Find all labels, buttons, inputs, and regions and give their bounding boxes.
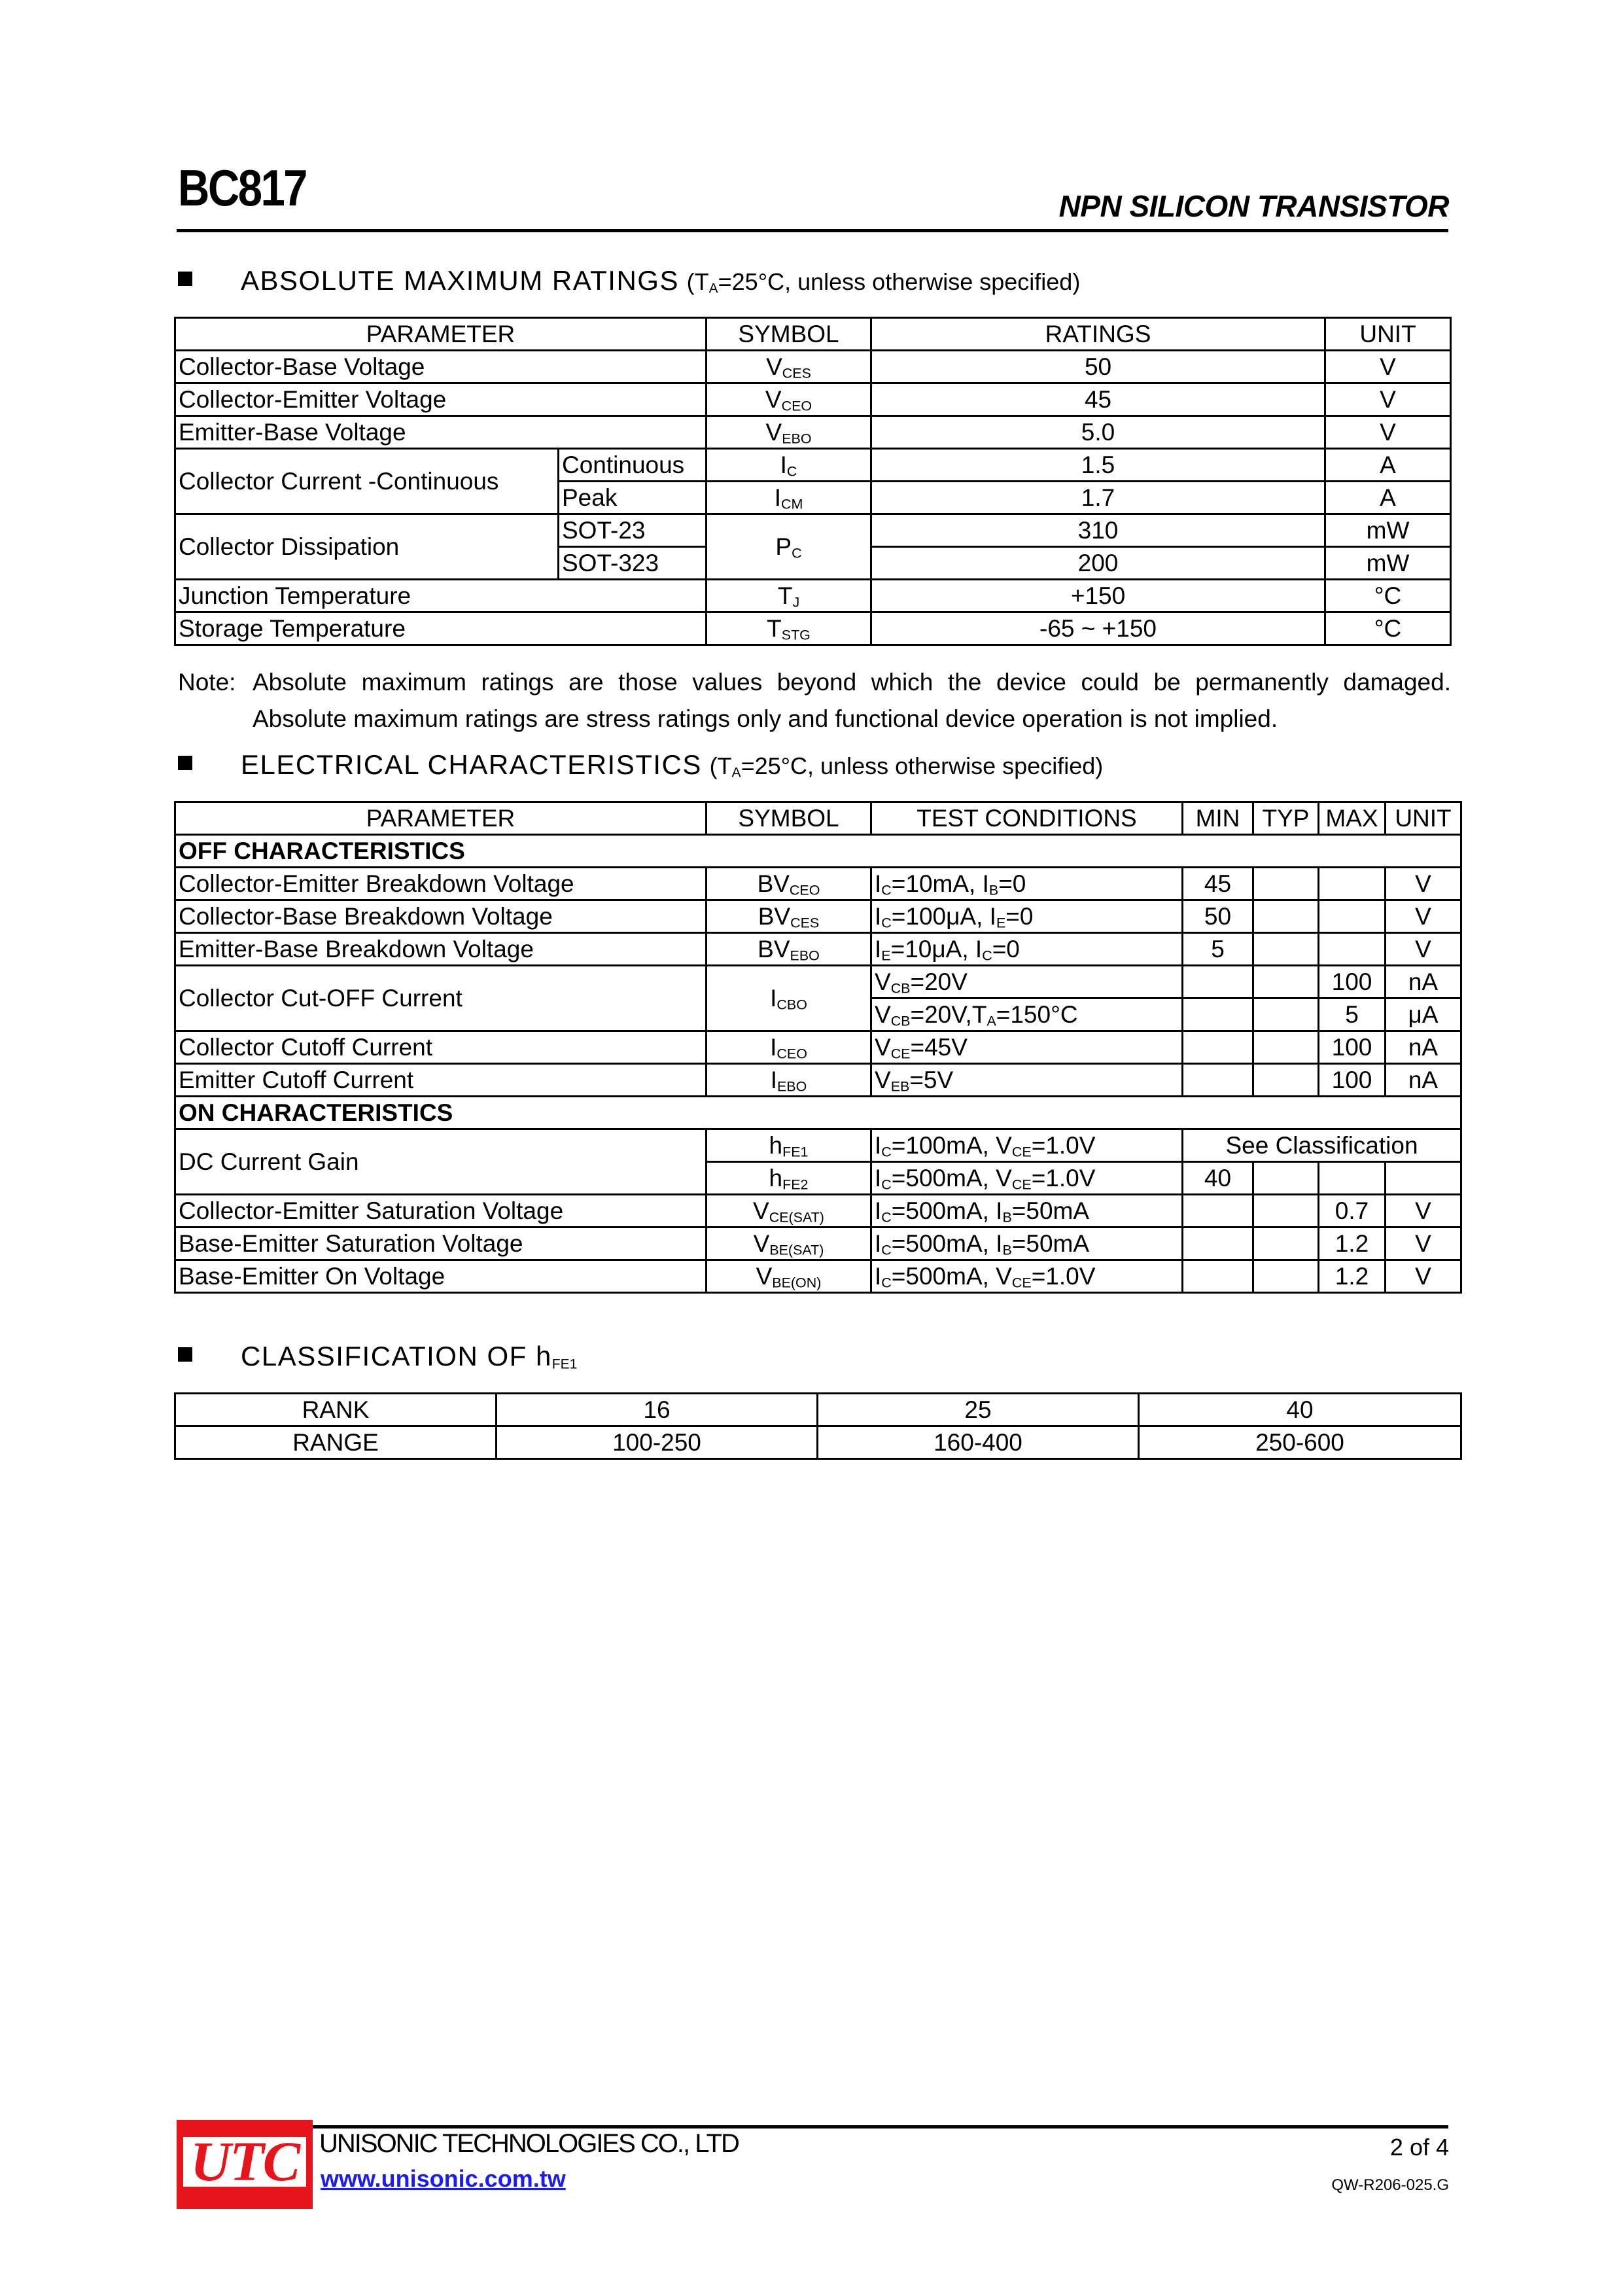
col-header-unit: UNIT (1386, 802, 1461, 835)
min-cell: 5 (1183, 933, 1253, 966)
table-row (175, 1129, 1461, 1162)
unit-cell: V (1386, 1227, 1461, 1260)
param-cell: Collector-Base Breakdown Voltage (175, 900, 707, 933)
unit-cell: nA (1386, 1064, 1461, 1097)
abs-max-title: ABSOLUTE MAXIMUM RATINGS (241, 265, 679, 296)
param-cell: Emitter Cutoff Current (175, 1064, 707, 1097)
symbol-cell: $V_{BE(ON)}$ (707, 1260, 871, 1293)
rating-cell: +150 (871, 580, 1325, 612)
classification-table (174, 1392, 1462, 1460)
symbol-cell: $V_{CEO}$ (707, 383, 871, 416)
param-cell: Collector Cut-OFF Current (175, 966, 707, 1031)
symbol-cell: $BV_{EBO}$ (707, 933, 871, 966)
test-condition-cell: $I_C=500mA$, $I_B=50mA$ (871, 1227, 1183, 1260)
test-condition-cell: $I_C=500mA$, $I_B=50mA$ (871, 1195, 1183, 1227)
unit-cell: V (1386, 1260, 1461, 1293)
symbol-cell: $I_{CM}$ (707, 482, 871, 514)
test-condition-cell: $V_{CB}=20V$ (871, 966, 1183, 998)
table-row (175, 1064, 1461, 1097)
table-row (175, 1260, 1461, 1293)
test-condition-cell: $V_{CB}=20V,T_A=150^\circ C$ (871, 998, 1183, 1031)
col-header-max: MAX (1319, 802, 1386, 835)
col-header-parameter: PARAMETER (175, 318, 707, 351)
unit-cell: mW (1325, 514, 1451, 547)
table-row (175, 351, 1451, 383)
max-cell: 0.7 (1319, 1195, 1386, 1227)
range-cell: 160-400 (818, 1426, 1139, 1459)
unit-cell (1386, 1162, 1461, 1195)
min-cell (1183, 1260, 1253, 1293)
table-row (175, 868, 1461, 900)
typ-cell (1253, 1064, 1319, 1097)
table-header-row (175, 802, 1461, 835)
max-cell: 100 (1319, 966, 1386, 998)
min-cell: 45 (1183, 868, 1253, 900)
symbol-cell: $h_{FE2}$ (707, 1162, 871, 1195)
section-row (175, 835, 1461, 868)
max-cell (1319, 1162, 1386, 1195)
col-header-typ: TYP (1253, 802, 1319, 835)
param-cell: Collector-Emitter Breakdown Voltage (175, 868, 707, 900)
unit-cell: nA (1386, 966, 1461, 998)
rating-cell: 1.5 (871, 449, 1325, 482)
table-row (175, 1031, 1461, 1064)
param-cell: Storage Temperature (175, 612, 707, 645)
footer-divider (177, 2125, 1448, 2128)
sub-param-cell: Continuous (559, 449, 707, 482)
bullet-square-icon (178, 756, 192, 770)
unit-cell: V (1386, 1195, 1461, 1227)
bullet-square-icon (178, 1347, 192, 1362)
col-header-unit: UNIT (1325, 318, 1451, 351)
min-cell (1183, 1031, 1253, 1064)
abs-max-condition: ($T_A=25^\circ C$, unless otherwise specified) (686, 268, 1081, 296)
logo-text: UTC (190, 2130, 299, 2193)
sub-param-cell: SOT-23 (559, 514, 707, 547)
company-name: UNISONIC TECHNOLOGIES CO., LTD (319, 2129, 739, 2158)
test-condition-cell: $I_C=500mA$, $V_{CE}=1.0V$ (871, 1162, 1183, 1195)
symbol-cell: $V_{EBO}$ (707, 416, 871, 449)
rating-cell: 1.7 (871, 482, 1325, 514)
unit-cell: μA (1386, 998, 1461, 1031)
table-row (175, 1195, 1461, 1227)
rating-cell: 310 (871, 514, 1325, 547)
table-row (175, 514, 1451, 547)
rating-cell: 200 (871, 547, 1325, 580)
symbol-cell: $I_C$ (707, 449, 871, 482)
param-cell: Collector Cutoff Current (175, 1031, 707, 1064)
min-cell (1183, 1064, 1253, 1097)
document-subtitle: NPN SILICON TRANSISTOR (1058, 189, 1449, 223)
table-row (175, 416, 1451, 449)
rating-cell: 50 (871, 351, 1325, 383)
typ-cell (1253, 1227, 1319, 1260)
min-cell (1183, 1195, 1253, 1227)
min-cell (1183, 998, 1253, 1031)
section-row (175, 1097, 1461, 1129)
rank-cell: 40 (1139, 1394, 1461, 1426)
test-condition-cell: $V_{CE}=45V$ (871, 1031, 1183, 1064)
symbol-cell: $I_{EBO}$ (707, 1064, 871, 1097)
param-cell: Emitter-Base Voltage (175, 416, 707, 449)
classification-heading (178, 1343, 577, 1370)
range-cell: 250-600 (1139, 1426, 1461, 1459)
symbol-cell: $P_C$ (707, 514, 871, 580)
test-condition-cell: $I_C=500mA$, $V_{CE}=1.0V$ (871, 1260, 1183, 1293)
elec-condition: ($T_A=25^\circ C$, unless otherwise specified) (709, 752, 1104, 781)
max-cell: 100 (1319, 1064, 1386, 1097)
symbol-cell: $h_{FE1}$ (707, 1129, 871, 1162)
col-header-symbol: SYMBOL (707, 802, 871, 835)
max-cell: 5 (1319, 998, 1386, 1031)
see-classification-cell: See Classification (1183, 1129, 1461, 1162)
col-header-min: MIN (1183, 802, 1253, 835)
table-row (175, 580, 1451, 612)
typ-cell (1253, 868, 1319, 900)
page-number: 2 of 4 (1389, 2134, 1449, 2161)
table-row (175, 933, 1461, 966)
symbol-cell: $T_J$ (707, 580, 871, 612)
param-cell: Junction Temperature (175, 580, 707, 612)
test-condition-cell: $I_C=10mA$, $I_B=0$ (871, 868, 1183, 900)
range-cell: 100-250 (497, 1426, 818, 1459)
test-condition-cell: $V_{EB}=5V$ (871, 1064, 1183, 1097)
note-line-1: Absolute maximum ratings are those values beyond which the device could be permanently damaged. (253, 669, 1451, 696)
symbol-cell: $BV_{CES}$ (707, 900, 871, 933)
typ-cell (1253, 900, 1319, 933)
typ-cell (1253, 1260, 1319, 1293)
rating-cell: 45 (871, 383, 1325, 416)
table-header-row (175, 318, 1451, 351)
classification-title-subscript: FE1 (551, 1356, 578, 1372)
symbol-cell: $I_{CEO}$ (707, 1031, 871, 1064)
unit-cell: A (1325, 449, 1451, 482)
min-cell: 40 (1183, 1162, 1253, 1195)
col-header-symbol: SYMBOL (707, 318, 871, 351)
param-cell: Emitter-Base Breakdown Voltage (175, 933, 707, 966)
max-cell (1319, 900, 1386, 933)
col-header-test-conditions: TEST CONDITIONS (871, 802, 1183, 835)
symbol-cell: $BV_{CEO}$ (707, 868, 871, 900)
symbol-cell: $I_{CBO}$ (707, 966, 871, 1031)
table-row (175, 1426, 1461, 1459)
typ-cell (1253, 933, 1319, 966)
abs-max-table (174, 317, 1452, 646)
abs-max-heading (178, 267, 1080, 294)
elec-heading (178, 751, 1103, 779)
table-row (175, 449, 1451, 482)
unit-cell: nA (1386, 1031, 1461, 1064)
unit-cell: V (1325, 383, 1451, 416)
rating-cell: 5.0 (871, 416, 1325, 449)
max-cell (1319, 933, 1386, 966)
utc-logo (177, 2120, 313, 2209)
part-number: BC817 (178, 159, 306, 217)
symbol-cell: $V_{CES}$ (707, 351, 871, 383)
param-cell: DC Current Gain (175, 1129, 707, 1195)
max-cell (1319, 868, 1386, 900)
table-row (175, 383, 1451, 416)
typ-cell (1253, 1162, 1319, 1195)
unit-cell: V (1386, 933, 1461, 966)
table-row (175, 612, 1451, 645)
unit-cell: mW (1325, 547, 1451, 580)
unit-cell: V (1386, 900, 1461, 933)
rank-cell: 25 (818, 1394, 1139, 1426)
symbol-cell: $V_{BE(SAT)}$ (707, 1227, 871, 1260)
rating-cell: -65 ~ +150 (871, 612, 1325, 645)
typ-cell (1253, 1195, 1319, 1227)
unit-cell: °C (1325, 612, 1451, 645)
off-characteristics-title: OFF CHARACTERISTICS (175, 835, 1461, 868)
param-cell: Base-Emitter On Voltage (175, 1260, 707, 1293)
typ-cell (1253, 1031, 1319, 1064)
bullet-square-icon (178, 272, 192, 286)
classification-title: CLASSIFICATION OF h (241, 1341, 552, 1371)
document-number: QW-R206-025.G (1331, 2176, 1449, 2194)
rank-cell: 16 (497, 1394, 818, 1426)
param-cell: Collector Dissipation (175, 514, 559, 580)
unit-cell: A (1325, 482, 1451, 514)
table-row (175, 900, 1461, 933)
param-cell: Collector Current -Continuous (175, 449, 559, 514)
unit-cell: °C (1325, 580, 1451, 612)
typ-cell (1253, 998, 1319, 1031)
unit-cell: V (1386, 868, 1461, 900)
table-row (175, 1394, 1461, 1426)
sub-param-cell: Peak (559, 482, 707, 514)
symbol-cell: $T_{STG}$ (707, 612, 871, 645)
unit-cell: V (1325, 351, 1451, 383)
min-cell (1183, 1227, 1253, 1260)
min-cell: 50 (1183, 900, 1253, 933)
max-cell: 1.2 (1319, 1227, 1386, 1260)
on-characteristics-title: ON CHARACTERISTICS (175, 1097, 1461, 1129)
test-condition-cell: $I_E=10\mu A$, $I_C=0$ (871, 933, 1183, 966)
table-row (175, 1227, 1461, 1260)
elec-table (174, 801, 1462, 1294)
param-cell: Collector-Emitter Voltage (175, 383, 707, 416)
max-cell: 1.2 (1319, 1260, 1386, 1293)
note-label: Note: (178, 669, 236, 696)
symbol-cell: $V_{CE(SAT)}$ (707, 1195, 871, 1227)
elec-title: ELECTRICAL CHARACTERISTICS (241, 749, 702, 780)
param-cell: Base-Emitter Saturation Voltage (175, 1227, 707, 1260)
unit-cell: V (1325, 416, 1451, 449)
typ-cell (1253, 966, 1319, 998)
test-condition-cell: $I_C=100mA$, $V_{CE}=1.0V$ (871, 1129, 1183, 1162)
test-condition-cell: $I_C=100\mu A$, $I_E=0$ (871, 900, 1183, 933)
max-cell: 100 (1319, 1031, 1386, 1064)
range-label-cell: RANGE (175, 1426, 497, 1459)
website-link[interactable]: www.unisonic.com.tw (321, 2165, 566, 2192)
param-cell: Collector-Emitter Saturation Voltage (175, 1195, 707, 1227)
min-cell (1183, 966, 1253, 998)
col-header-ratings: RATINGS (871, 318, 1325, 351)
note-line-2: Absolute maximum ratings are stress ratings only and functional device operation is not implied. (253, 705, 1278, 732)
sub-param-cell: SOT-323 (559, 547, 707, 580)
rank-label-cell: RANK (175, 1394, 497, 1426)
param-cell: Collector-Base Voltage (175, 351, 707, 383)
col-header-parameter: PARAMETER (175, 802, 707, 835)
header-divider (177, 229, 1448, 232)
table-row (175, 966, 1461, 998)
